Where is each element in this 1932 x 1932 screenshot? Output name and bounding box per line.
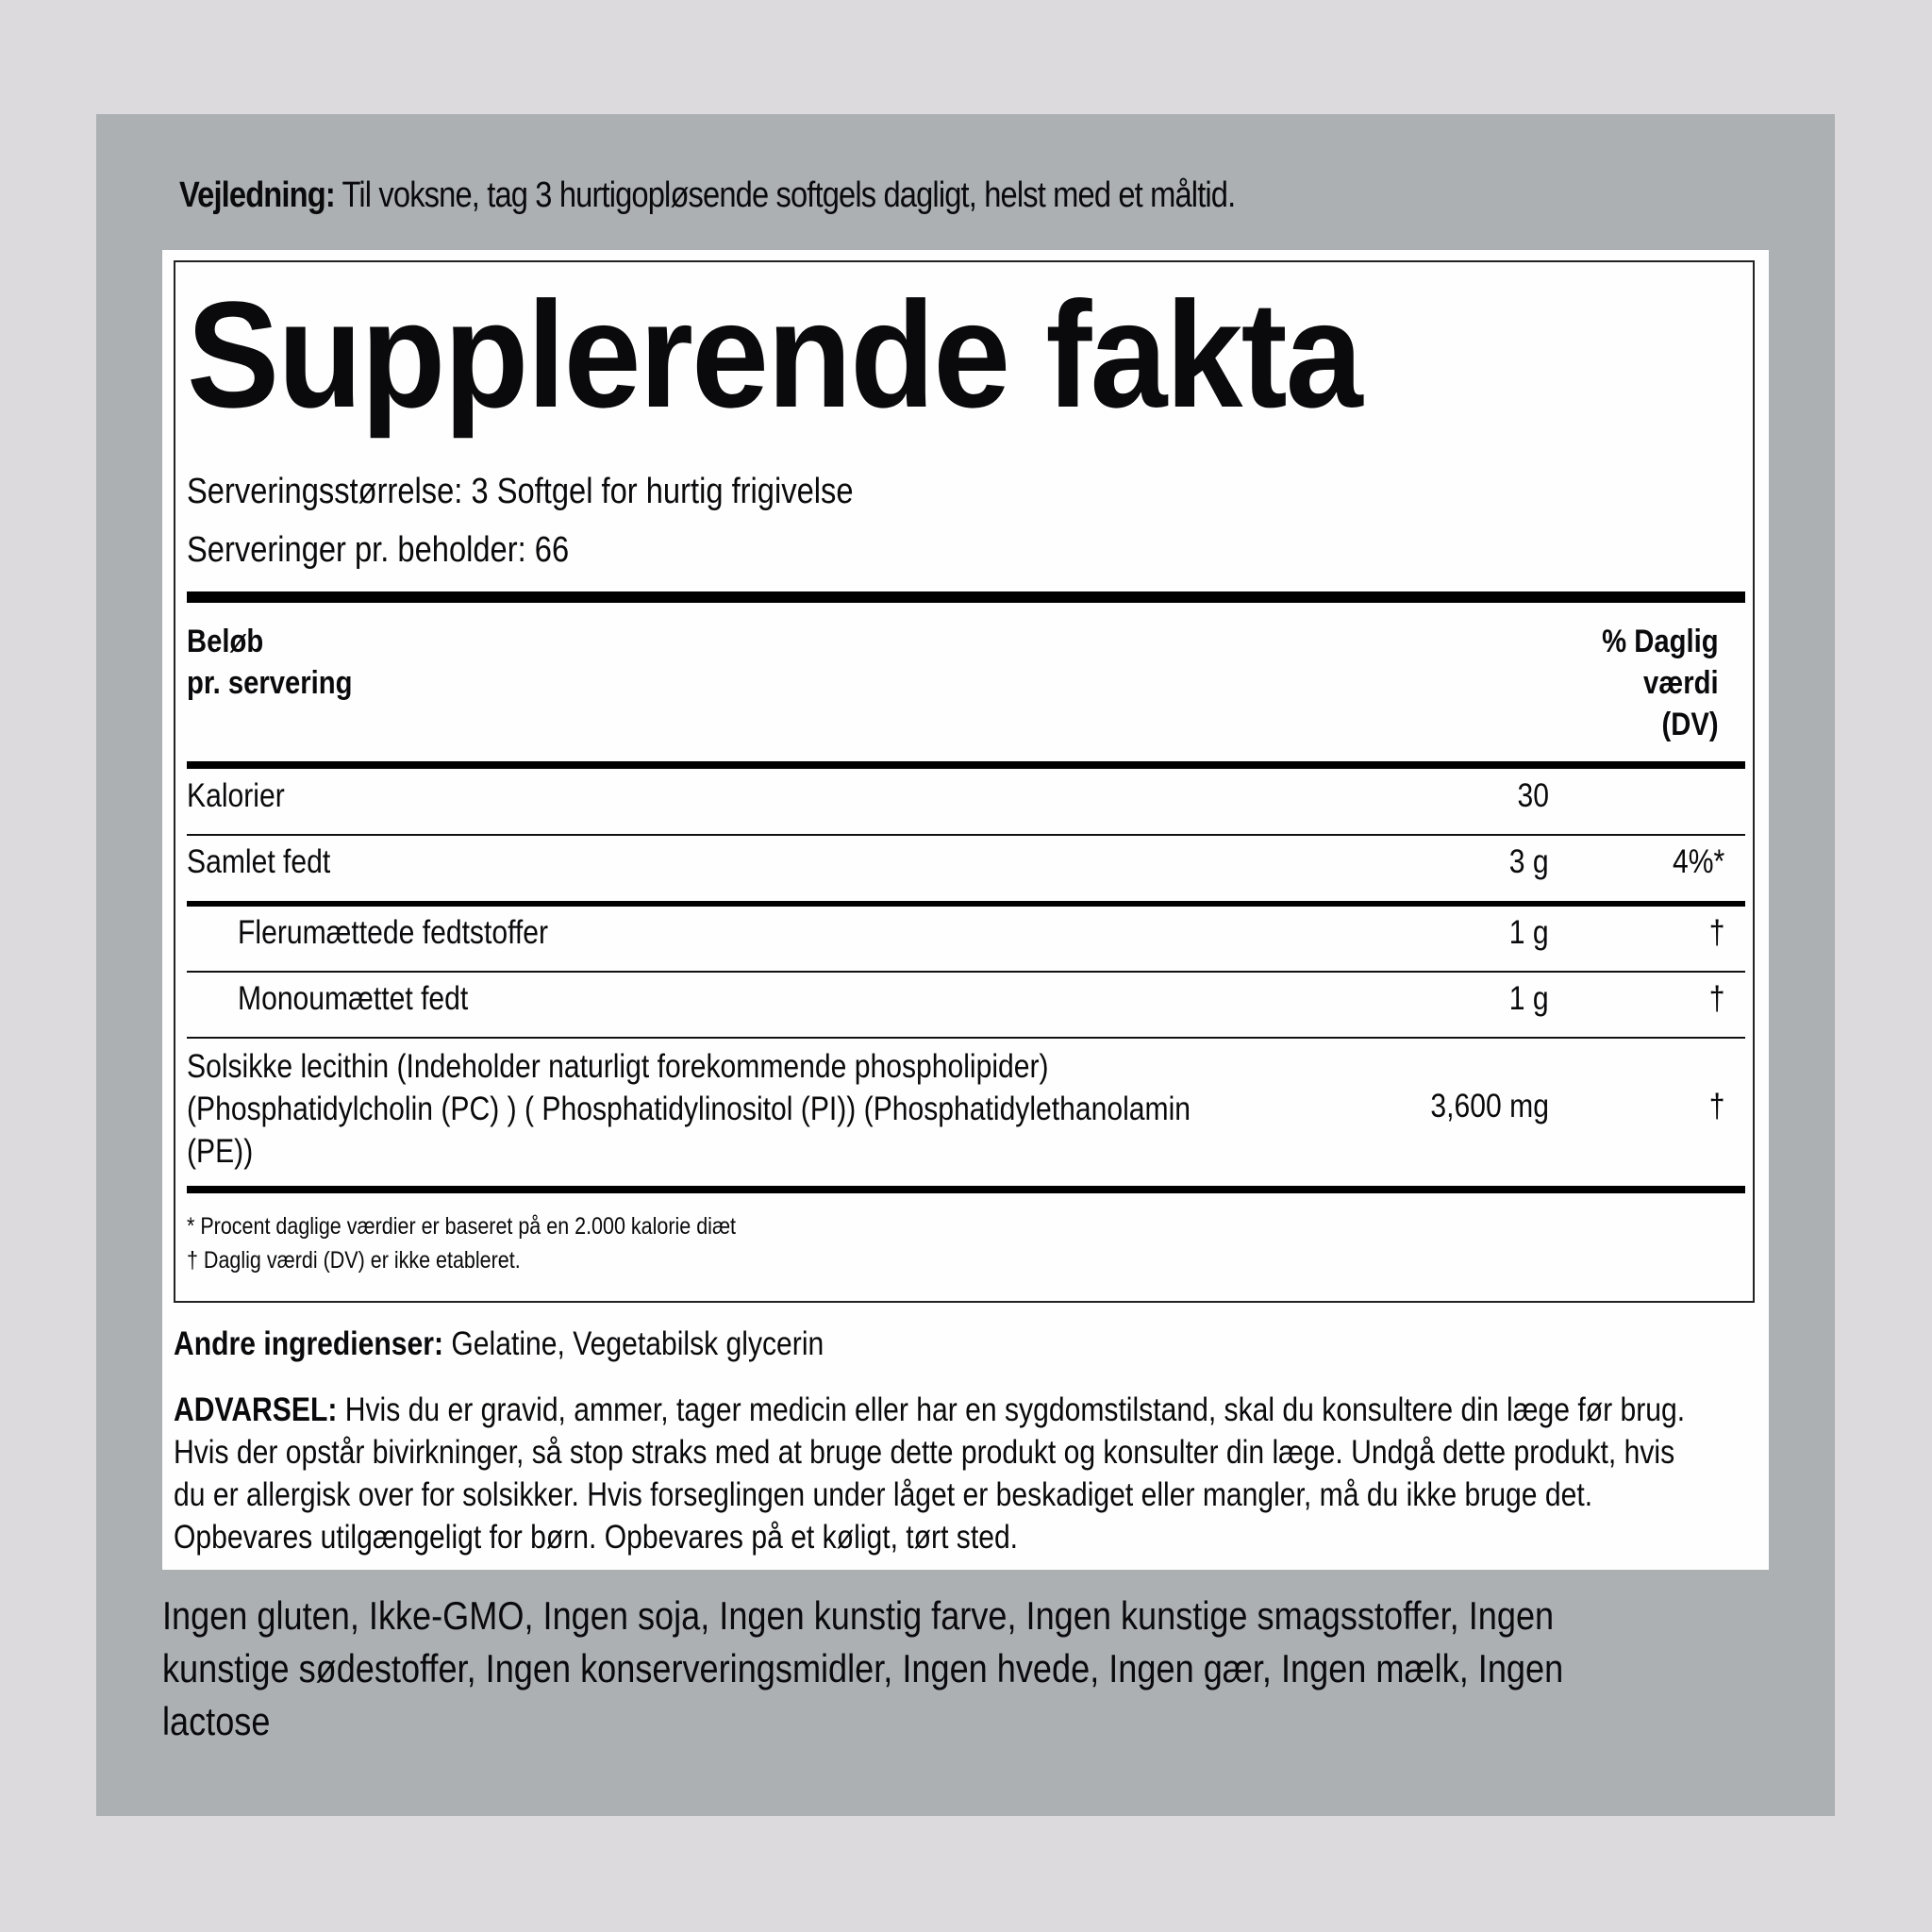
header-amount: Beløb pr. servering [187,624,353,701]
medium-divider [187,901,1745,907]
lecithin-name: Solsikke lecithin (Indeholder naturligt forekommende phospholipider) (Phosphatidylcholin (PC) ) ( Phosphatidylinositol (PI)) (Phosphatidylethanolamin (PE)) [187,1048,1191,1170]
facts-title: Supplerende fakta [187,270,1361,439]
serving-size: Serveringsstørrelse: 3 Softgel for hurtig frigivelse [187,472,854,511]
divider [187,1037,1745,1039]
directions-label: Vejledning: [179,175,335,215]
free-from-claims: Ingen gluten, Ikke-GMO, Ingen soja, Ingen kunstig farve, Ingen kunstige smagsstoffer, Ingen kunstige sødestoffer, Ingen konserveringsmidler, Ingen hvede, Ingen gær, Ingen mælk, Ingen lactose [162,1593,1564,1743]
supplement-facts-box: Supplerende fakta Serveringsstørrelse: 3 Softgel for hurtig frigivelse Serveringer pr. beholder: 66 Beløb pr. servering % Daglig værdi (DV) Kalorier 30 Samlet fedt 3 g 4%* Flerumættede fedtstoffer 1 g † Monoumættet fedt 1 g † Solsikke lecithin (Indeholder naturligt forekommende phospholipider) (Phosphatidylcholin (PC) ) ( Phosphatidylinositol (PI)) (Phosphatidylethanolamin (PE)) 3,600 mg † * Procent daglige værdier er baseret på en 2.000 kalorie diæt † Daglig værdi (DV) er ikke etableret. [174,260,1755,1303]
warning: ADVARSEL: Hvis du er gravid, ammer, tager medicin eller har en sygdomstilstand, skal du konsultere din læge før brug. Hvis der opstår bivirkninger, så stop straks med at bruge dette produkt og konsulter din læge. Undgå dette produkt, hvis du er allergisk over for solsikker. Hvis forseglingen under låget er beskadiget eller mangler, må du ikke bruge det. Opbevares utilgængeligt for børn. Opbevares på et køligt, tørt sted. [174,1391,1686,1556]
thick-divider [187,591,1745,603]
warning-label: ADVARSEL: [174,1391,338,1428]
thick-divider [187,761,1745,769]
divider [187,971,1745,973]
divider [187,834,1745,836]
other-ingredients: Andre ingredienser: Gelatine, Vegetabilsk glycerin [174,1325,824,1362]
directions-text: Til voksne, tag 3 hurtigopløsende softgels dagligt, helst med et måltid. [334,175,1236,215]
footnote-percent: * Procent daglige værdier er baseret på en 2.000 kalorie diæt [187,1213,737,1240]
footnote-dagger: † Daglig værdi (DV) er ikke etableret. [187,1247,521,1274]
directions [179,175,1235,216]
thick-divider [187,1186,1745,1193]
servings-per-container: Serveringer pr. beholder: 66 [187,530,570,570]
header-daily-value: % Daglig værdi (DV) [1602,624,1719,742]
